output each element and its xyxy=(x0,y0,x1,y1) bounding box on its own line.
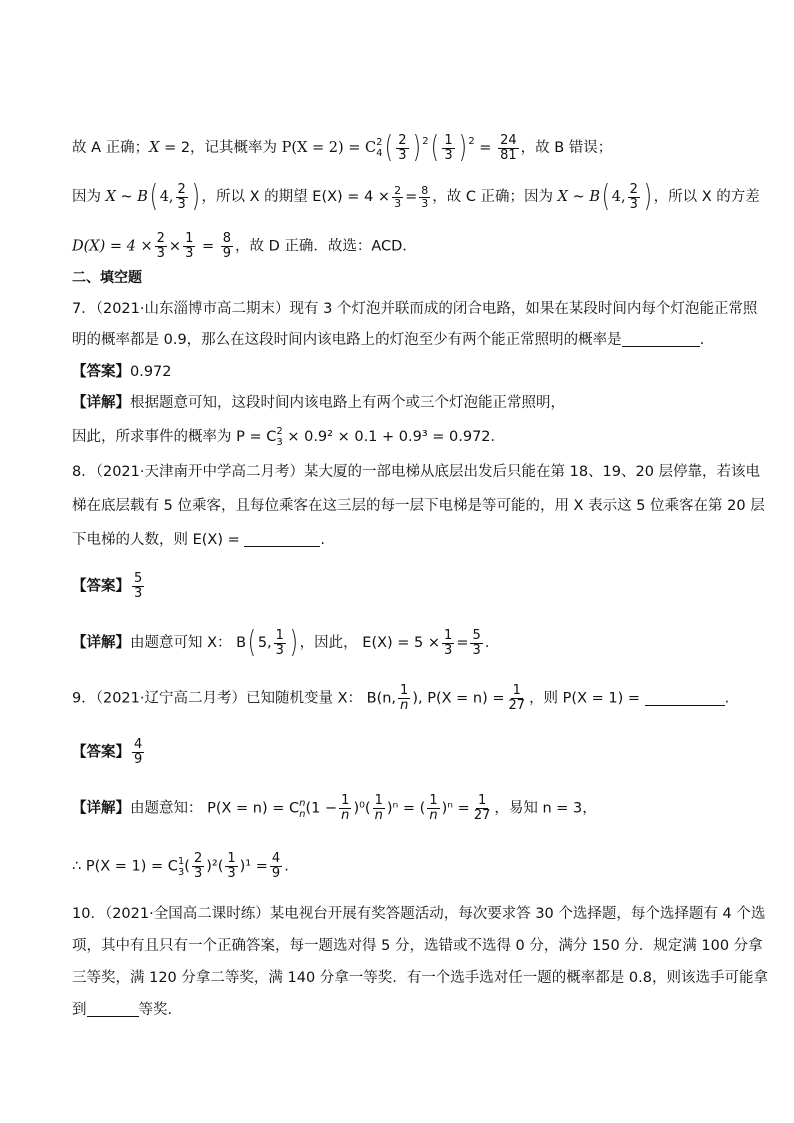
sup: 2 xyxy=(276,426,283,437)
sup: 1 xyxy=(177,855,185,867)
frac-den: 9 xyxy=(222,246,231,261)
frac-num: 5 xyxy=(134,571,143,586)
paren: ) xyxy=(289,625,298,660)
var: X xyxy=(149,140,160,156)
text: )²( xyxy=(206,858,224,875)
frac-den: 3 xyxy=(629,196,638,212)
answer-tag: 【答案】 xyxy=(72,364,130,380)
frac-num: 4 xyxy=(271,851,281,866)
text: ，故 B 错误； xyxy=(520,140,613,156)
frac-den: 9 xyxy=(271,866,281,881)
frac-den: 3 xyxy=(444,147,453,163)
answer-tag: 【答案】 xyxy=(72,744,130,761)
frac-num: 5 xyxy=(472,627,481,643)
frac-den: 3 xyxy=(193,866,203,881)
text: 根据题意可知，这段时间内该电路上有两个或三个灯泡能正常照明， xyxy=(130,395,565,411)
frac-den: 3 xyxy=(185,246,194,261)
detail-tag: 【详解】 xyxy=(72,800,130,817)
text: ，故 C 正确；因为 xyxy=(432,189,558,205)
text: ，所以 X 的期望 E(X) = 4 × xyxy=(201,189,391,205)
frac-num: 1 xyxy=(512,683,521,698)
q8-detail xyxy=(72,625,732,660)
q10-line2: 项，其中有且只有一个正确答案，每一题选对得 5 分，选错或不选得 0 分，满分 150 分．规定满 100 分拿 xyxy=(72,938,763,954)
frac-den: 3 xyxy=(394,196,402,210)
q7-detail1 xyxy=(72,393,732,413)
frac-den: 3 xyxy=(398,147,407,163)
paren: ( xyxy=(247,625,257,660)
frac-den: 3 xyxy=(227,866,236,881)
text: = xyxy=(456,635,469,651)
text: )ⁿ = ( xyxy=(386,800,426,817)
math-expr: 5, xyxy=(257,635,272,651)
q8-line3 xyxy=(72,530,732,550)
frac-den: 27 xyxy=(473,808,491,823)
frac-num: 1 xyxy=(341,793,350,808)
sub: 3 xyxy=(276,437,283,448)
q9-answer xyxy=(72,738,732,767)
frac-num: 24 xyxy=(500,132,517,148)
frac-num: 1 xyxy=(444,132,453,148)
frac-num: 1 xyxy=(444,627,453,643)
text: . xyxy=(284,858,289,875)
q7-answer xyxy=(72,362,732,382)
q8-line2: 梯在底层载有 5 位乘客，且每位乘客在这三层的每一层下电梯是等可能的，用 X 表示这 5 位乘客在第 20 层 xyxy=(72,498,765,514)
text: × xyxy=(168,238,182,255)
frac-num: 1 xyxy=(429,793,438,808)
frac-num: 1 xyxy=(374,793,383,808)
frac-num: 1 xyxy=(227,851,236,866)
paren: ( xyxy=(430,130,439,165)
q7-line2 xyxy=(72,330,732,350)
detail-tag: 【详解】 xyxy=(72,395,130,411)
sup: 2 xyxy=(376,137,383,148)
frac-num: 1 xyxy=(477,793,487,808)
sub: 4 xyxy=(376,148,383,159)
frac-num: 1 xyxy=(275,627,284,643)
paren: ) xyxy=(191,179,200,214)
frac-den: 3 xyxy=(134,586,143,601)
frac-den: n xyxy=(400,698,409,713)
exp: 2 xyxy=(468,136,475,147)
math-expr: X ~ B xyxy=(105,189,148,205)
frac-num: 8 xyxy=(421,183,429,197)
paren: ) xyxy=(458,130,467,165)
solution-line-c xyxy=(72,232,732,261)
exp: 2 xyxy=(422,136,429,147)
q9-detail xyxy=(72,794,732,823)
frac-den: 9 xyxy=(134,752,143,767)
text: ，所以 X 的方差 xyxy=(653,189,760,205)
frac-num: 2 xyxy=(398,132,407,148)
text: ，则 P(X = 1) = xyxy=(529,690,641,707)
text: 由题意知： P(X = n) = C xyxy=(130,800,300,817)
frac-den: 3 xyxy=(421,196,429,210)
frac-num: 2 xyxy=(156,231,165,246)
sub: n xyxy=(299,808,306,820)
detail-tag: 【详解】 xyxy=(72,635,130,651)
sup: n xyxy=(299,797,306,809)
text: 明的概率都是 0.9，那么在这段时间内该电路上的灯泡至少有两个能正常照明的概率是 xyxy=(72,332,622,348)
frac-num: 2 xyxy=(193,851,203,866)
text: ∴ P(X = 1) = C xyxy=(72,858,178,875)
text: = 2，记其概率为 xyxy=(159,140,282,156)
text: ，故 D 正确．故选：ACD． xyxy=(235,238,417,255)
frac-den: n xyxy=(374,808,383,823)
q10-line4 xyxy=(72,1000,732,1020)
text: . xyxy=(484,635,490,651)
text: 因此，所求事件的概率为 P = C xyxy=(72,429,277,445)
section-title: 二、填空题 xyxy=(72,270,142,286)
frac-den: 3 xyxy=(156,246,165,261)
text: 由题意可知 X： B xyxy=(130,635,247,651)
paren: ( xyxy=(601,179,610,214)
answer-tag: 【答案】 xyxy=(72,578,130,595)
text: 因为 xyxy=(72,189,106,205)
q8-answer xyxy=(72,572,732,601)
q7-line1: 7．（2021·山东淄博市高二期末）现有 3 个灯泡并联而成的闭合电路，如果在某段时间内每个灯泡能正常照 xyxy=(72,301,758,317)
text: (1 − xyxy=(305,800,338,817)
frac-den: 81 xyxy=(500,147,517,163)
answer-blank xyxy=(87,1002,139,1017)
text: 等奖． xyxy=(138,1002,182,1018)
text: )¹ = xyxy=(239,858,268,875)
text: . xyxy=(699,332,705,348)
text: = xyxy=(405,189,418,205)
text: . xyxy=(320,532,325,548)
text: ( xyxy=(184,858,190,875)
solution-line-b xyxy=(72,179,760,214)
paren: ) xyxy=(643,179,652,214)
math-expr: P(X = 2) = C xyxy=(281,140,377,156)
math-expr: 4, xyxy=(611,189,626,205)
text: × 0.9² × 0.1 + 0.9³ = 0.972． xyxy=(282,429,506,445)
frac-num: 2 xyxy=(394,183,402,197)
frac-den: 3 xyxy=(472,642,481,658)
frac-num: 2 xyxy=(629,181,638,197)
frac-den: 3 xyxy=(177,196,186,212)
math-expr: X ~ B xyxy=(557,189,601,205)
text: ，易知 n = 3， xyxy=(494,800,597,817)
frac-den: 3 xyxy=(275,642,284,658)
text: ，因此， E(X) = 5 × xyxy=(299,635,441,651)
sub: 3 xyxy=(177,866,185,878)
frac-den: n xyxy=(429,808,438,823)
frac-num: 2 xyxy=(177,181,186,197)
frac-num: 8 xyxy=(222,231,231,246)
q9-detail2 xyxy=(72,852,732,881)
text: )ⁿ = xyxy=(441,800,470,817)
solution-line-a: 故 A 正确；X = 2，记其概率为 P(X = 2) = C 2 4 ( $\frac{2}{3}$ ) $^2$( $\frac{1}{3}$ ) $^2$ = $\frac{24}{81}$ ，故 B 错误； xyxy=(72,130,613,165)
q10-line3: 三等奖，满 120 分拿二等奖，满 140 分拿一等奖．有一个选手选对任一题的概率都是 0.8，则该选手可能拿 xyxy=(72,970,768,986)
frac-den: n xyxy=(341,808,350,823)
paren: ( xyxy=(384,130,393,165)
math-expr: D(X) = 4 × xyxy=(72,238,153,255)
frac-num: 1 xyxy=(185,231,194,246)
frac-den: 3 xyxy=(444,642,453,658)
answer-blank xyxy=(622,332,700,347)
text: = xyxy=(197,238,219,255)
text: 到 xyxy=(72,1002,87,1018)
q10-line1: 10．（2021·全国高二课时练）某电视台开展有奖答题活动，每次要求答 30 个选择题，每个选择题有 4 个选 xyxy=(72,906,766,922)
frac-num: 4 xyxy=(134,737,143,752)
text: )⁰( xyxy=(353,800,371,817)
frac-num: 1 xyxy=(400,683,409,698)
q9-line1 xyxy=(72,684,732,713)
answer-value: 0.972 xyxy=(130,364,172,380)
paren: ) xyxy=(412,130,421,165)
answer-blank xyxy=(645,691,725,706)
frac-den: 27 xyxy=(508,698,526,713)
answer-blank xyxy=(244,532,320,547)
math-expr: 4, xyxy=(159,189,174,205)
text: 9．（2021·辽宁高二月考）已知随机变量 X： B(n, xyxy=(72,690,397,707)
text: 下电梯的人数，则 E(X) = xyxy=(72,532,240,548)
text: . xyxy=(724,690,730,707)
text: 故 A 正确； xyxy=(72,140,150,156)
text: ), P(X = n) = xyxy=(412,690,505,707)
q7-detail2 xyxy=(72,426,732,448)
paren: ( xyxy=(149,179,158,214)
q8-line1: 8．（2021·天津南开中学高二月考）某大厦的一部电梯从底层出发后只能在第 18、19、20 层停靠，若该电 xyxy=(72,464,761,480)
